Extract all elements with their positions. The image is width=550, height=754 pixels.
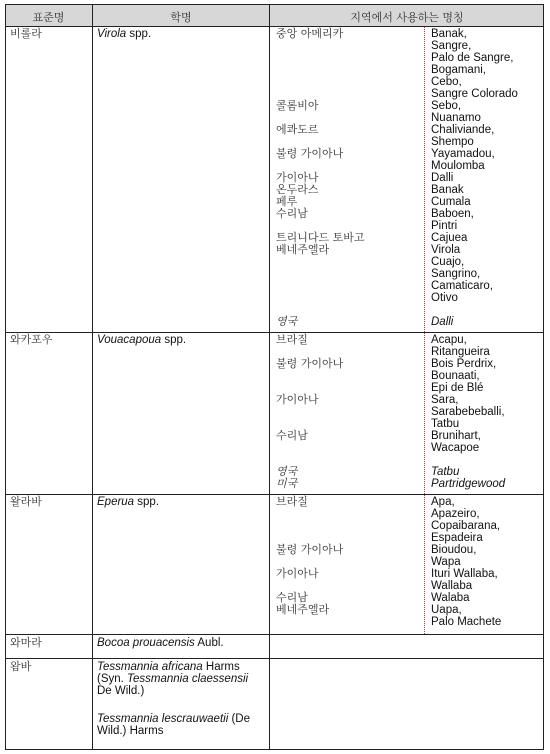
local-name: Baboen, xyxy=(431,208,474,220)
local-name: Cebo, xyxy=(431,76,462,88)
header-standard-name: 표준명 xyxy=(32,11,65,24)
name-italic-part: Tessmannia africana xyxy=(97,661,203,673)
region-label: 온두라스 xyxy=(276,183,319,196)
row-divider xyxy=(5,658,544,659)
scientific-name-line xyxy=(97,725,163,737)
row-divider xyxy=(5,332,544,333)
local-name: Apa, xyxy=(431,496,455,508)
name-suffix: spp. xyxy=(126,28,152,40)
region-label: 영국 xyxy=(276,465,298,478)
local-name: Banak xyxy=(431,184,464,196)
local-name: Dalli xyxy=(431,316,454,328)
dotted-divider xyxy=(424,333,425,494)
region-label: 에콰도르 xyxy=(276,123,319,136)
local-name: Bounaati, xyxy=(431,370,480,382)
scientific-name-line xyxy=(97,673,248,685)
local-name: Uapa, xyxy=(431,604,462,616)
genus-name: Virola xyxy=(97,28,127,40)
local-name: Cuajo, xyxy=(431,256,465,268)
standard-name: 왐바 xyxy=(10,660,32,673)
local-name: Copaibarana, xyxy=(431,520,501,532)
region-label: 콜롬비아 xyxy=(276,99,319,112)
local-name: Brunihart, xyxy=(431,430,481,442)
region-label: 가이아나 xyxy=(276,171,319,184)
local-name: Tatbu xyxy=(431,466,460,478)
region-label: 베네주엘라 xyxy=(276,603,330,616)
region-label: 가이아나 xyxy=(276,567,319,580)
region-label: 중앙 아메리카 xyxy=(276,27,344,40)
local-name: Sebo, xyxy=(431,100,462,112)
local-name: Palo Machete xyxy=(431,616,502,628)
region-label: 페루 xyxy=(276,195,298,208)
local-name: Shempo xyxy=(431,136,474,148)
region-label: 영국 xyxy=(276,315,298,328)
row-divider xyxy=(5,494,544,495)
local-name: Dalli xyxy=(431,172,454,184)
local-name: Camaticaro, xyxy=(431,280,493,292)
local-name: Sara, xyxy=(431,394,459,406)
name-suffix: spp. xyxy=(134,496,160,508)
scientific-name xyxy=(97,28,151,40)
local-name: Apazeiro, xyxy=(431,508,480,520)
name-normal-part: De Wild.) xyxy=(97,685,145,697)
standard-name: 와카포우 xyxy=(10,333,53,346)
header-scientific-name: 학명 xyxy=(170,11,192,24)
name-normal-part: Harms xyxy=(202,661,240,673)
name-normal-part: (De xyxy=(228,713,250,725)
scientific-name-line xyxy=(97,661,240,673)
local-name: Sangre Colorado xyxy=(431,88,518,100)
header-divider xyxy=(5,26,544,27)
local-name: Sangrino, xyxy=(431,268,481,280)
local-name: Palo de Sangre, xyxy=(431,52,514,64)
region-label: 가이아나 xyxy=(276,393,319,406)
table-border-left xyxy=(5,4,6,750)
genus-name: Eperua xyxy=(97,496,135,508)
name-suffix: spp. xyxy=(161,334,187,346)
local-name: Epi de Blé xyxy=(431,382,484,394)
local-name: Ituri Wallaba, xyxy=(431,568,498,580)
local-name: Bois Perdrix, xyxy=(431,358,497,370)
local-name: Banak, xyxy=(431,28,467,40)
row-divider xyxy=(5,634,544,635)
local-name: Bioudou, xyxy=(431,544,477,556)
local-name: Moulomba xyxy=(431,160,485,172)
local-name: Cajuea xyxy=(431,232,468,244)
local-name: Cumala xyxy=(431,196,471,208)
local-name: Chaliviande, xyxy=(431,124,495,136)
region-label: 베네주엘라 xyxy=(276,243,330,256)
species-name-table xyxy=(5,4,544,750)
column-divider xyxy=(269,4,270,750)
column-divider xyxy=(92,4,93,750)
local-name: Wapa xyxy=(431,556,461,568)
standard-name: 와마라 xyxy=(10,636,42,649)
local-name: Bogamani, xyxy=(431,64,486,76)
local-name: Pintri xyxy=(431,220,458,232)
region-label: 트리니다드 토바고 xyxy=(276,231,365,244)
region-label: 브라질 xyxy=(276,333,308,346)
name-normal-part: (Syn. xyxy=(97,673,128,685)
scientific-name-line xyxy=(97,713,250,725)
region-label: 불령 가이아나 xyxy=(276,357,344,370)
local-name: Virola xyxy=(431,244,461,256)
region-label: 브라질 xyxy=(276,495,308,508)
local-name: Walaba xyxy=(431,592,470,604)
dotted-divider xyxy=(424,27,425,332)
local-name: Wallaba xyxy=(431,580,473,592)
header-local-names: 지역에서 사용하는 명칭 xyxy=(350,11,464,24)
region-label: 수리남 xyxy=(276,591,308,604)
dotted-divider xyxy=(424,495,425,634)
local-name: Sarabebeballi, xyxy=(431,406,505,418)
region-label: 불령 가이아나 xyxy=(276,147,344,160)
local-name: Yayamadou, xyxy=(431,148,495,160)
scientific-name xyxy=(97,496,159,508)
genus-name: Vouacapoua xyxy=(97,334,162,346)
region-label: 수리남 xyxy=(276,207,308,220)
name-suffix: Aubl. xyxy=(194,637,224,649)
scientific-name xyxy=(97,334,186,346)
local-name: Sangre, xyxy=(431,40,472,52)
local-name: Otivo xyxy=(431,292,458,304)
local-name: Wacapoe xyxy=(431,442,480,454)
local-name: Ritangueira xyxy=(431,346,490,358)
genus-name: Bocoa prouacensis xyxy=(97,637,195,649)
name-italic-part: Tessmannia lescrauwaetii xyxy=(97,713,229,725)
scientific-name xyxy=(97,637,224,649)
standard-name: 왈라바 xyxy=(10,495,42,508)
table-border-right xyxy=(543,4,544,750)
local-name: Espadeira xyxy=(431,532,483,544)
region-label: 불령 가이아나 xyxy=(276,543,344,556)
local-name: Acapu, xyxy=(431,334,467,346)
region-label: 미국 xyxy=(276,477,298,490)
table-border-bottom xyxy=(5,749,544,750)
local-name: Tatbu xyxy=(431,418,460,430)
scientific-name-line xyxy=(97,685,144,697)
name-italic-part: Tessmannia claessensii xyxy=(127,673,249,685)
name-normal-part: Wild.) Harms xyxy=(97,725,164,737)
local-name: Partridgewood xyxy=(431,478,506,490)
region-label: 수리남 xyxy=(276,429,308,442)
table-border-top xyxy=(5,4,544,5)
standard-name: 비롤라 xyxy=(10,27,42,40)
local-name: Nuanamo xyxy=(431,112,481,124)
